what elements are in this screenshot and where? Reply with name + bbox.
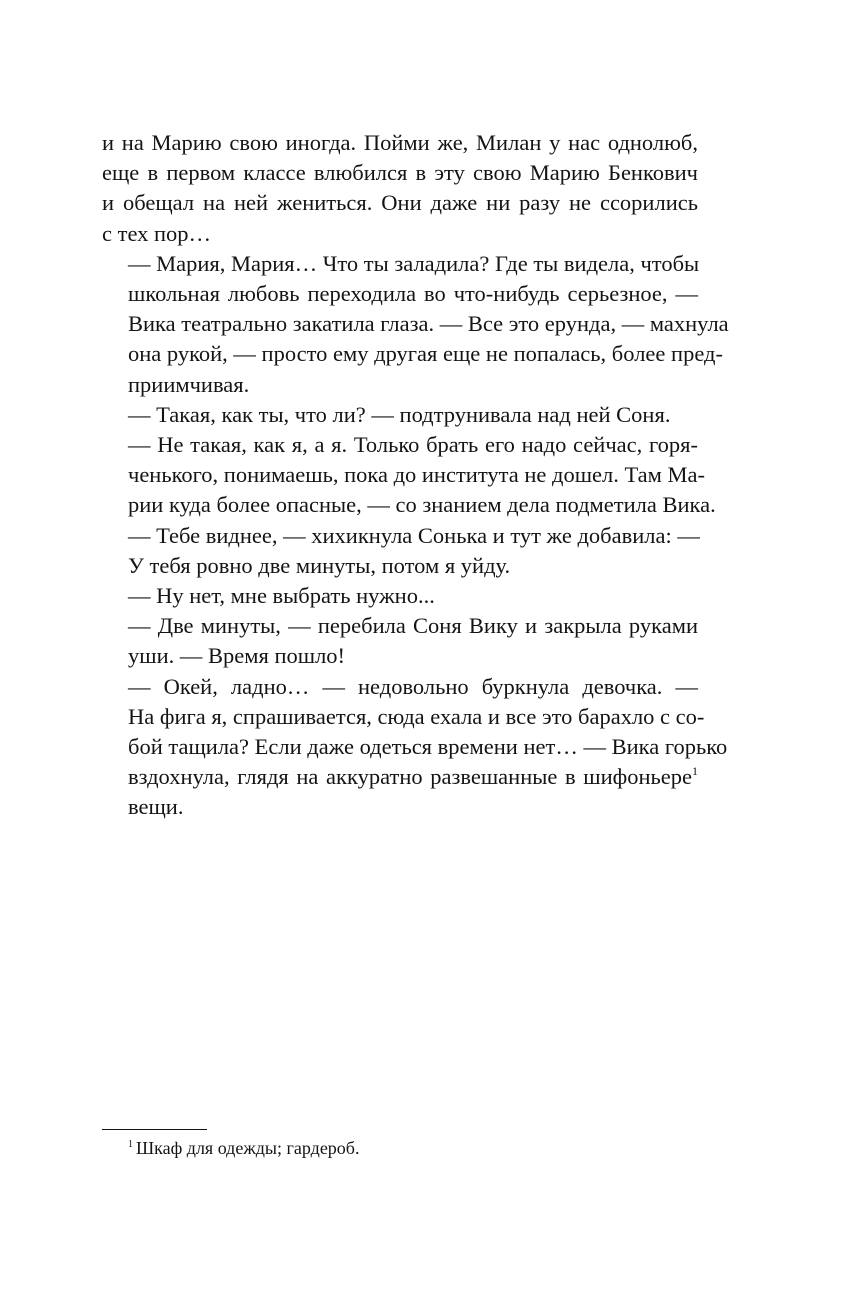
paragraph [102,521,698,581]
text-line [102,490,716,520]
text-line [102,309,729,339]
paragraph [102,400,698,430]
line-text: — Не такая, как я, а я. Только брать его надо сейчас, горя- [128,432,698,458]
text-line [102,672,698,702]
paragraph [102,430,716,521]
text-line [102,460,706,490]
text-line [102,702,705,732]
line-text: еще в первом классе влюбился в эту свою Марию Бенкович [102,160,698,186]
line-text: и на Марию свою иногда. Пойми же, Милан у нас однолюб, [102,130,698,155]
line-text: — Две минуты, — перебила Соня Вику и закрыла руками [128,613,698,639]
paragraph [102,672,728,823]
line-text: — Тебе виднее, — хихикнула Сонька и тут же добавила: — [128,522,700,548]
line-text: — Ну нет, мне выбрать нужно... [128,583,435,609]
line-text: — Окей, ладно… — недовольно буркнула девочка. — [128,673,698,699]
line-text: — Мария, Мария… Что ты заладила? Где ты видела, чтобы [128,250,700,276]
text-line [102,551,698,581]
text-line [102,430,698,460]
footnote-mark: 1 [128,1139,133,1150]
line-text: У тебя ровно две минуты, потом я уйду. [128,552,511,578]
text-line [102,581,698,611]
line-text: рии куда более опасные, — со знанием дела подметила Вика. [128,492,716,518]
line-text: она рукой, — просто ему другая еще не попалась, более пред- [128,341,723,367]
footnote-text: Шкаф для одежды; гардероб. [136,1138,360,1158]
line-text: и обещал на ней жениться. Они даже ни разу не ссорились [102,190,698,216]
line-text: ченького, понимаешь, пока до института не дошел. Там Ма- [128,462,706,488]
text-line [102,400,698,430]
paragraph [102,249,729,400]
text-line [102,339,723,369]
line-text: школьная любовь переходила во что-нибудь серьезное, — [128,281,698,307]
text-line [102,641,698,671]
paragraph [102,581,698,611]
line-text: — Такая, как ты, что ли? — подтрунивала над ней Соня. [128,401,671,427]
paragraph [102,128,698,249]
line-text: На фига я, спрашивается, сюда ехала и все это барахло с со- [128,703,705,729]
line-text: Вика театрально закатила глаза. — Все это ерунда, — махнула [128,311,729,337]
text-line [102,521,698,551]
text-line [102,611,698,641]
main-text [102,128,729,823]
text-line [102,370,698,400]
text-line [102,762,698,792]
text-line [102,279,698,309]
line-text: уши. — Время пошло! [128,643,346,669]
footnote-separator [102,1129,207,1130]
text-line [102,792,698,822]
line-text: вещи. [128,794,184,820]
footnote [128,1136,359,1160]
text-line [102,219,698,249]
line-text: бой тащила? Если даже одеться времени нет… — Вика горько [128,734,728,760]
line-text: приимчивая. [128,371,250,397]
text-line [102,188,698,218]
text-line [102,128,698,158]
line-text: с тех пор… [102,220,212,246]
footnote-reference[interactable]: 1 [692,764,698,779]
text-line [102,732,728,762]
line-text: вздохнула, глядя на аккуратно развешанные в шифоньере [128,764,692,790]
text-line [102,158,698,188]
text-line [102,249,698,279]
paragraph [102,611,698,671]
